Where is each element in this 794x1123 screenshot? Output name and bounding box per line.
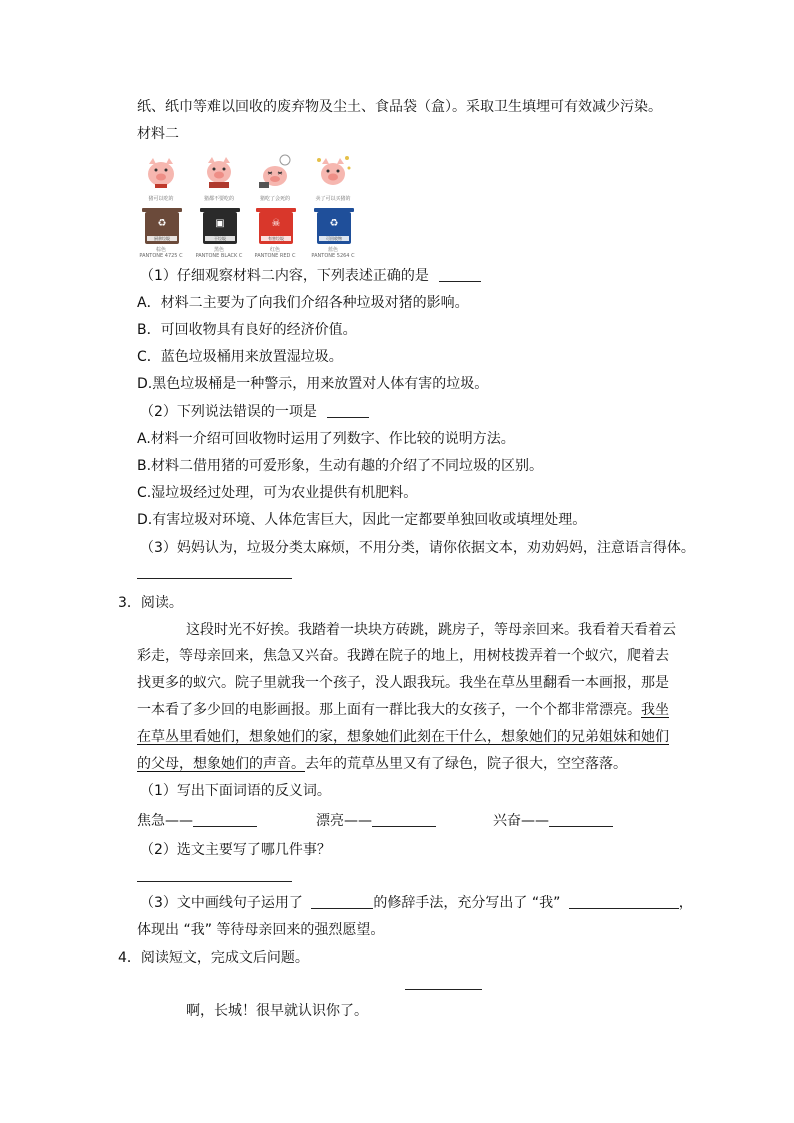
option-d: D.有害垃圾对环境、人体危害巨大，因此一定都要单独回收或填埋处理。 (137, 512, 587, 528)
pig-refusing-icon (199, 152, 239, 192)
option-a: A．材料二主要为了向我们介绍各种垃圾对猪的影响。 (137, 295, 469, 311)
answer-blank[interactable] (327, 403, 369, 418)
q2-sub2-stem: （2）下列说法错误的一项是 (140, 402, 369, 422)
material2-heading: 材料二 (137, 126, 179, 142)
q3-sub3-stem-cont: 体现出 “我” 等待母亲回来的强烈愿望。 (137, 922, 385, 938)
passage-line: 找更多的蚁穴。院子里就我一个孩子，没人跟我玩。我坐在草丛里翻看一本画报，那是 (137, 675, 669, 691)
underlined-sentence: 我坐 (641, 702, 669, 718)
bin-color-name: 黑色 (213, 247, 224, 253)
answer-blank[interactable] (569, 894, 679, 909)
bin-pantone: PANTONE 4725 C (139, 253, 183, 259)
underlined-sentence: 的父母，想象她们的声音。 (137, 756, 305, 772)
recycle-icon: ♻ (157, 218, 167, 229)
answer-line[interactable] (137, 578, 292, 579)
option-b: B．可回收物具有良好的经济价值。 (137, 322, 357, 338)
passage-line: 这段时光不好挨。我踏着一块块方砖跳，跳房子，等母亲回来。我看着天看着云 (186, 622, 676, 638)
option-d: D.黑色垃圾桶是一种警示，用来放置对人体有害的垃圾。 (137, 376, 489, 392)
bin-label: 厨余垃圾 (147, 236, 177, 241)
bin-color-name: 棕色 (155, 247, 166, 253)
answer-blank[interactable] (549, 812, 613, 827)
answer-blank[interactable] (439, 267, 481, 282)
brown-bin-icon (145, 212, 179, 244)
pig-money-icon (313, 152, 353, 192)
option-b: B.材料二借用猪的可爱形象，生动有趣的介绍了不同垃圾的区别。 (137, 458, 544, 474)
bin-label: 可回收物 (319, 236, 349, 241)
garbage-pig-figure (137, 150, 362, 260)
passage-line: 彩走，等母亲回来，焦急又兴奋。我蹲在院子的地上，用树枝拨弄着一个蚁穴，爬着去 (137, 648, 669, 664)
pig-sick-icon (255, 152, 295, 192)
q4-heading: 4．阅读短文，完成文后问题。 (118, 950, 309, 966)
answer-blank[interactable] (193, 812, 257, 827)
bin-color-name: 蓝色 (327, 247, 338, 253)
blue-bin-icon (317, 212, 351, 244)
passage-line (137, 727, 669, 747)
passage-line: 的父母，想象她们的声音。去年的荒草丛里又有了绿色，院子很大，空空落落。 (137, 756, 627, 772)
option-c: C.湿垃圾经过处理，可为农业提供有机肥料。 (137, 485, 418, 501)
bin-pantone: PANTONE RED C (254, 253, 296, 259)
answer-blank[interactable] (311, 894, 373, 909)
pig-caption: 猪吃了会死的 (259, 196, 290, 202)
red-bin-icon (259, 212, 293, 244)
antonym-item: 漂亮—— (316, 811, 436, 831)
q3-sub1-stem: （1）写出下面词语的反义词。 (140, 783, 331, 799)
q2-sub1-stem: （1）仔细观察材料二内容，下列表述正确的是 (140, 266, 481, 286)
answer-line[interactable] (137, 881, 292, 882)
q3-heading: 3．阅读。 (118, 595, 183, 611)
antonym-item: 兴奋—— (493, 811, 613, 831)
recycle-icon: ♻ (329, 218, 339, 229)
underlined-sentence: 在草丛里看她们，想象她们的家，想象她们此刻在干什么，想象她们的兄弟姐妹和她们 (137, 729, 669, 745)
bin-pantone: PANTONE 5264 C (311, 253, 355, 259)
pig-eating-icon (141, 152, 181, 192)
q2-sub3-stem: （3）妈妈认为，垃圾分类太麻烦，不用分类，请你依据文本，劝劝妈妈，注意语言得体。 (140, 540, 695, 556)
bin-color-name: 红色 (269, 247, 280, 253)
bin-label: 有害垃圾 (261, 236, 291, 241)
material1-last-line: 纸、纸巾等难以回收的废弃物及尘土、食品袋（盒）。采取卫生填埋可有效减少污染。 (137, 99, 662, 115)
trash-icon: ▣ (215, 218, 225, 229)
pig-caption: 卖了可以买猪的 (315, 196, 351, 202)
title-blank[interactable] (405, 989, 482, 990)
option-a: A.材料一介绍可回收物时运用了列数字、作比较的说明方法。 (137, 431, 515, 447)
option-c: C．蓝色垃圾桶用来放置湿垃圾。 (137, 349, 343, 365)
bin-label: 干垃圾 (205, 236, 235, 241)
bin-pantone: PANTONE BLACK C (195, 253, 243, 259)
pig-caption: 猪可以吃的 (148, 196, 174, 202)
q4-passage-first-line: 啊，长城！很早就认识你了。 (186, 1003, 368, 1019)
passage-line: 一本看了多少回的电影画报。那上面有一群比我大的女孩子，一个个都非常漂亮。我坐 (137, 702, 669, 718)
black-bin-icon (203, 212, 237, 244)
q3-sub2-stem: （2）选文主要写了哪几件事？ (140, 842, 331, 858)
q3-sub3-stem: （3）文中画线句子运用了 的修辞手法，充分写出了 “我” ， (140, 895, 693, 911)
antonym-item: 焦急—— (137, 811, 257, 831)
answer-blank[interactable] (372, 812, 436, 827)
pig-caption: 猪都不要吃的 (203, 196, 234, 202)
hazard-icon: ☠ (271, 218, 281, 229)
